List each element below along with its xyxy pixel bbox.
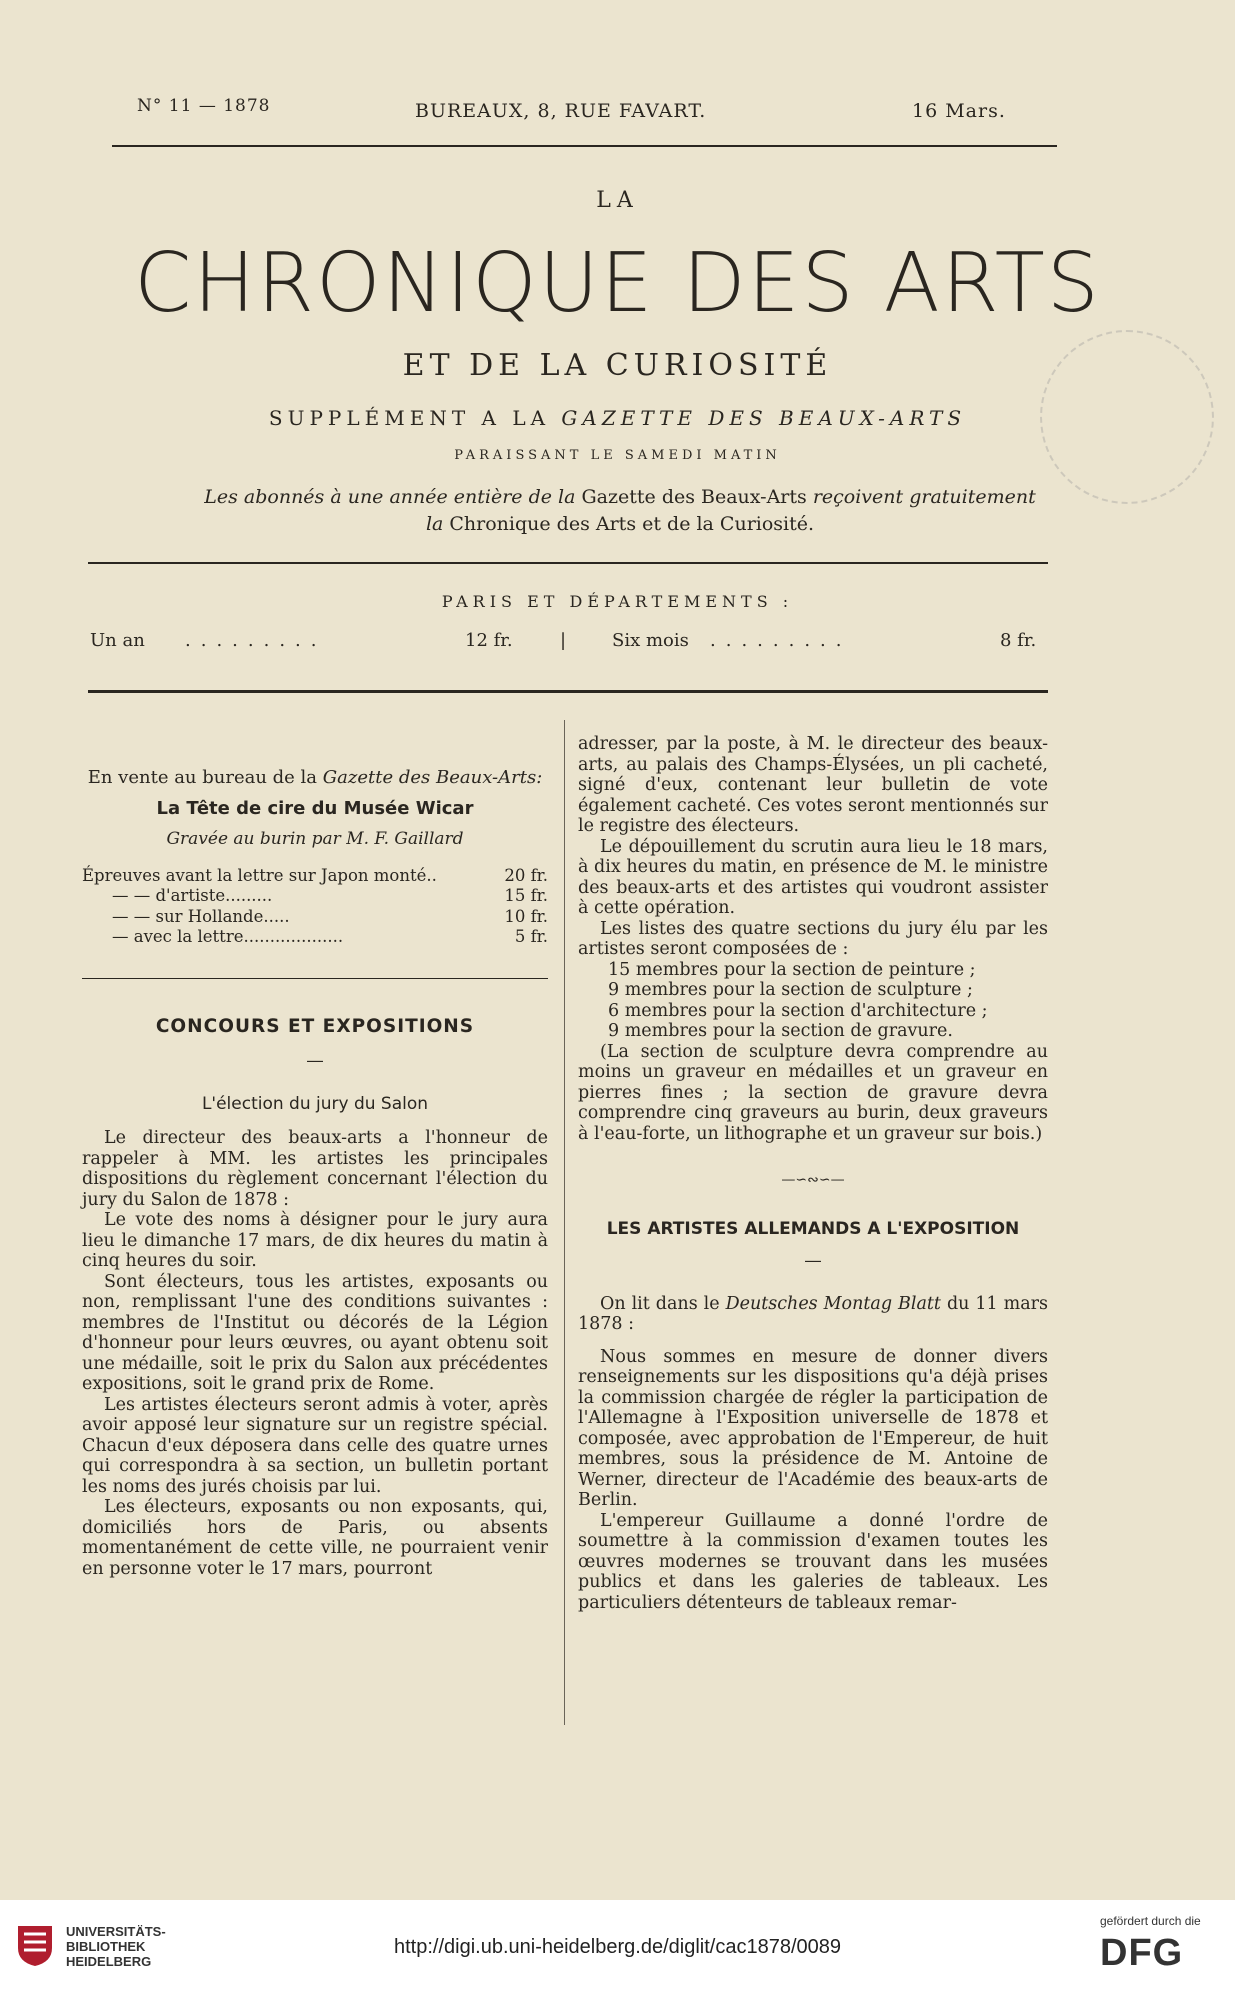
- abonnes-text-d: la: [425, 513, 444, 535]
- article-title-jury: L'élection du jury du Salon: [201, 1093, 429, 1114]
- paragraph: Le dépouillement du scrutin aura lieu le 18 mars, à dix heures du matin, en présence de M. le ministre des beaux-arts et des artistes qui voudront assister à cette opération.: [578, 836, 1048, 918]
- list-item: 9 membres pour la section de sculpture ;: [608, 980, 973, 1000]
- paragraph: [578, 1294, 1048, 1335]
- price-year-label: Un an: [90, 630, 145, 651]
- issue-number: N° 11 — 1878: [137, 96, 271, 116]
- sale-title: La Tête de cire du Musée Wicar: [156, 797, 474, 819]
- paragraph: Nous sommes en mesure de donner divers renseignements sur les dispositions qu'a déjà prises la commission chargée de régler la participation de l'Allemagne à l'Exposition universelle de 1878 et composée, avec approbation de l'Empereur, de huit membres, sous la présidence de M. Antoine de Werner, directeur de l'Académie des beaux-arts de Berlin.: [578, 1346, 1048, 1510]
- sale-price-list: [82, 866, 548, 948]
- sale-intro: [82, 768, 548, 789]
- price-half-label: Six mois: [612, 630, 689, 651]
- paragraph: Les artistes électeurs seront admis à voter, après avoir apposé leur signature sur un registre spécial. Chacun d'eux déposera dans celle des quatre urnes qui correspondra à sa section, un bulletin portant les noms des jurés choisis par lui.: [82, 1394, 548, 1497]
- quote-intro-c: du 11 mars 1878 :: [578, 1293, 1048, 1334]
- abonnes-text-e: Chronique des Arts et de la Curiosité.: [449, 513, 815, 535]
- sale-item: — — sur Hollande..... 10 fr.: [112, 906, 548, 926]
- newspaper-name: Deutsches Montag Blatt: [725, 1293, 941, 1314]
- masthead-title: CHRONIQUE DES ARTS: [134, 236, 1101, 331]
- section-title-allemands: LES ARTISTES ALLEMANDS A L'EXPOSITION: [606, 1218, 1020, 1239]
- paragraph: Le directeur des beaux-arts a l'honneur de rappeler à MM. les artistes les principales dispositions du règlement concernant l'élection du jury du Salon de 1878 :: [82, 1128, 548, 1210]
- sale-rule: [82, 978, 548, 979]
- section-dash: —: [804, 1251, 822, 1271]
- column-divider: [564, 720, 565, 1725]
- supplement-prefix: SUPPLÉMENT A LA: [268, 406, 551, 430]
- list-item: 6 membres pour la section d'architecture ;: [608, 1000, 988, 1021]
- paragraph: (La section de sculpture devra comprendre au moins un graveur en médailles et un graveur en pierres fines ; la section de gravure devra comprendre cinq graveurs au burin, deux graveurs à l'eau-forte, un lithographe et un graveur sur bois.): [578, 1041, 1048, 1144]
- section-dash: —: [306, 1051, 324, 1071]
- library-stamp: [1040, 330, 1214, 504]
- permalink-url[interactable]: http://digi.ub.uni-heidelberg.de/diglit/cac1878/0089: [394, 1936, 841, 1958]
- sale-item: Épreuves avant la lettre sur Japon monté.. 20 fr.: [82, 865, 548, 885]
- sale-intro-a: En vente au bureau de la: [87, 767, 318, 788]
- price-year-value: 12 fr.: [465, 630, 513, 651]
- section-title-concours: CONCOURS ET EXPOSITIONS: [155, 1015, 475, 1037]
- sale-intro-b: Gazette des Beaux-Arts:: [322, 767, 543, 788]
- left-column: [82, 768, 548, 1579]
- masthead-subtitle: ET DE LA CURIOSITÉ: [402, 348, 833, 383]
- paragraph: Sont électeurs, tous les artistes, exposants ou non, remplissant l'une des conditions suivantes : membres de l'Institut ou décorés de la Légion d'honneur pour leurs œuvres, ou ayant obtenu soit une médaille, soit le prix du Salon aux précédentes expositions, soit le grand prix de Rome.: [82, 1271, 548, 1394]
- quote-intro-a: On lit dans le: [600, 1293, 720, 1314]
- library-name: UNIVERSITÄTS- BIBLIOTHEK HEIDELBERG: [66, 1924, 166, 1969]
- price-half-dots: .........: [710, 630, 852, 651]
- list-item: 15 membres pour la section de peinture ;: [608, 959, 976, 980]
- subscriber-note: [90, 484, 1150, 538]
- paragraph: Les électeurs, exposants ou non exposants, qui, domiciliés hors de Paris, ou absents momentanément de cette ville, ne pourraient venir en personne voter le 17 mars, pourront: [82, 1497, 548, 1579]
- funded-by-label: gefördert durch die: [1100, 1914, 1201, 1928]
- masthead-frequency: PARAISSANT LE SAMEDI MATIN: [454, 448, 781, 463]
- header-rule: [112, 145, 1057, 147]
- supplement-journal: GAZETTE DES BEAUX-ARTS: [561, 406, 967, 430]
- abonnes-text-c: reçoivent gratuitement: [812, 486, 1036, 508]
- article-body-jury: [82, 1128, 548, 1579]
- abonnes-text-a: Les abonnés à une année entière de la: [204, 486, 576, 508]
- office-address: BUREAUX, 8, RUE FAVART.: [415, 100, 707, 122]
- abonnes-text-b: Gazette des Beaux-Arts: [581, 486, 807, 508]
- issue-date: 16 Mars.: [912, 100, 1006, 122]
- paragraph: Le vote des noms à désigner pour le jury aura lieu le dimanche 17 mars, de dix heures du matin à cinq heures du soir.: [82, 1210, 548, 1271]
- right-column: [578, 734, 1048, 1613]
- paragraph: adresser, par la poste, à M. le directeur des beaux-arts, au palais des Champs-Élysées, un pli cacheté, signé d'eux, contenant leur bulletin de vote également cacheté. Ces votes seront mentionnés sur le registre des électeurs.: [578, 734, 1048, 836]
- paragraph: Les listes des quatre sections du jury élu par les artistes seront composées de :: [578, 918, 1048, 959]
- price-separator: |: [560, 630, 567, 651]
- sale-item: — — d'artiste......... 15 fr.: [112, 886, 548, 905]
- ornament-divider: —∽∾∽—: [781, 1172, 845, 1188]
- pricing-rule: [88, 690, 1048, 693]
- sale-item: — avec la lettre................... 5 fr.: [112, 927, 548, 946]
- masthead-la: LA: [596, 188, 639, 213]
- pricing-heading: PARIS ET DÉPARTEMENTS :: [441, 592, 794, 611]
- list-item: 9 membres pour la section de gravure.: [608, 1021, 953, 1041]
- price-half-value: 8 fr.: [1000, 630, 1037, 651]
- sale-engraver: Gravée au burin par M. F. Gaillard: [166, 829, 464, 849]
- jury-section-list: [578, 960, 1048, 1042]
- paragraph: L'empereur Guillaume a donné l'ordre de soumettre à la commission d'examen toutes les œuvres modernes se trouvant dans les musées publics et dans les galeries de tableaux. Les particuliers détenteurs de tableaux remar-: [578, 1510, 1048, 1613]
- dfg-logo: DFG: [1100, 1932, 1184, 1974]
- masthead-rule: [88, 562, 1048, 564]
- price-year-dots: .........: [185, 630, 327, 651]
- footer-bar: [0, 1900, 1235, 1993]
